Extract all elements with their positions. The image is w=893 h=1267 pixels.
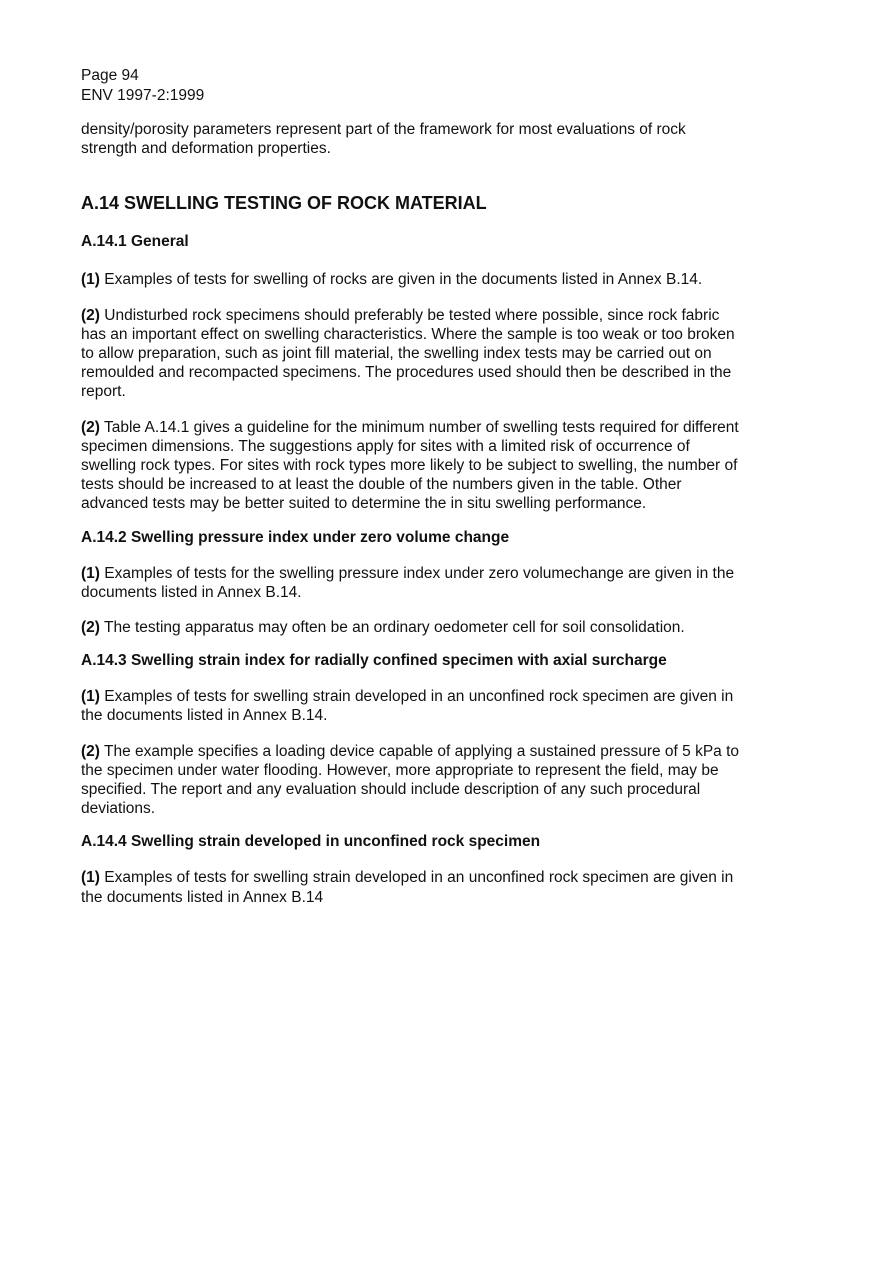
clause-number: (1)	[81, 564, 100, 582]
paragraph-general-3	[81, 418, 746, 514]
clause-text: Table A.14.1 gives a guideline for the minimum number of swelling tests required for different specimen dimensions. The suggestions apply for sites with a limited risk of occurrence of swelling rock types. For sites with rock types more likely to be subject to swelling, the number of tests should be increased to at least the double of the numbers given in the table. Other advanced tests may be better suited to determine the in situ swelling performance.	[81, 418, 739, 513]
paragraph-strain-1	[81, 687, 746, 725]
clause-text: Examples of tests for swelling of rocks are given in the documents listed in Annex B.14.	[99, 271, 703, 289]
clause-number: (1)	[81, 869, 100, 887]
paragraph-pressure-2	[81, 618, 746, 637]
paragraph-strain-2	[81, 742, 746, 819]
clause-number: (2)	[81, 742, 100, 760]
paragraph-pressure-1	[81, 564, 746, 602]
clause-text: The testing apparatus may often be an ordinary oedometer cell for soil consolidation.	[99, 619, 685, 637]
paragraph-general-2	[81, 306, 746, 402]
clause-number: (1)	[81, 688, 100, 706]
clause-text: The example specifies a loading device capable of applying a sustained pressure of 5 kPa to the specimen under water flooding. However, more appropriate to represent the field, may be specified. The report and any evaluation should include description of any such procedural deviations.	[81, 742, 740, 818]
clause-text: Examples of tests for the swelling pressure index under zero volumechange are given in the documents listed in Annex B.14.	[81, 564, 735, 601]
intro-paragraph: density/porosity parameters represent part of the framework for most evaluations of rock strength and deformation properties.	[81, 121, 686, 158]
clause-number: (2)	[81, 418, 100, 436]
subsection-title-pressure-index: A.14.2 Swelling pressure index under zero volume change	[81, 528, 510, 546]
standard-reference: ENV 1997-2:1999	[81, 87, 205, 104]
clause-text: Examples of tests for swelling strain developed in an unconfined rock specimen are given in the documents listed in Annex B.14	[81, 869, 734, 906]
clause-text: Undisturbed rock specimens should preferably be tested where possible, since rock fabric has an important effect on swelling characteristics. Where the sample is too weak or too broken to allow preparation, such as joint fill material, the swelling index tests may be carried out on remoulded and recompacted specimens. The procedures used should then be described in the report.	[81, 306, 735, 401]
clause-number: (2)	[81, 306, 100, 324]
paragraph-unconfined-1	[81, 868, 746, 906]
paragraph-general-1	[81, 270, 746, 289]
document-page	[81, 66, 746, 907]
section-title: A.14 SWELLING TESTING OF ROCK MATERIAL	[81, 193, 487, 214]
clause-number: (2)	[81, 619, 100, 637]
subsection-title-strain-index: A.14.3 Swelling strain index for radially confined specimen with axial surcharge	[81, 652, 667, 670]
clause-text: Examples of tests for swelling strain developed in an unconfined rock specimen are given in the documents listed in Annex B.14.	[81, 688, 734, 725]
subsection-title-unconfined: A.14.4 Swelling strain developed in unconfined rock specimen	[81, 833, 541, 851]
page-number: Page 94	[81, 67, 139, 84]
subsection-title-general: A.14.1 General	[81, 233, 189, 251]
clause-number: (1)	[81, 271, 100, 289]
